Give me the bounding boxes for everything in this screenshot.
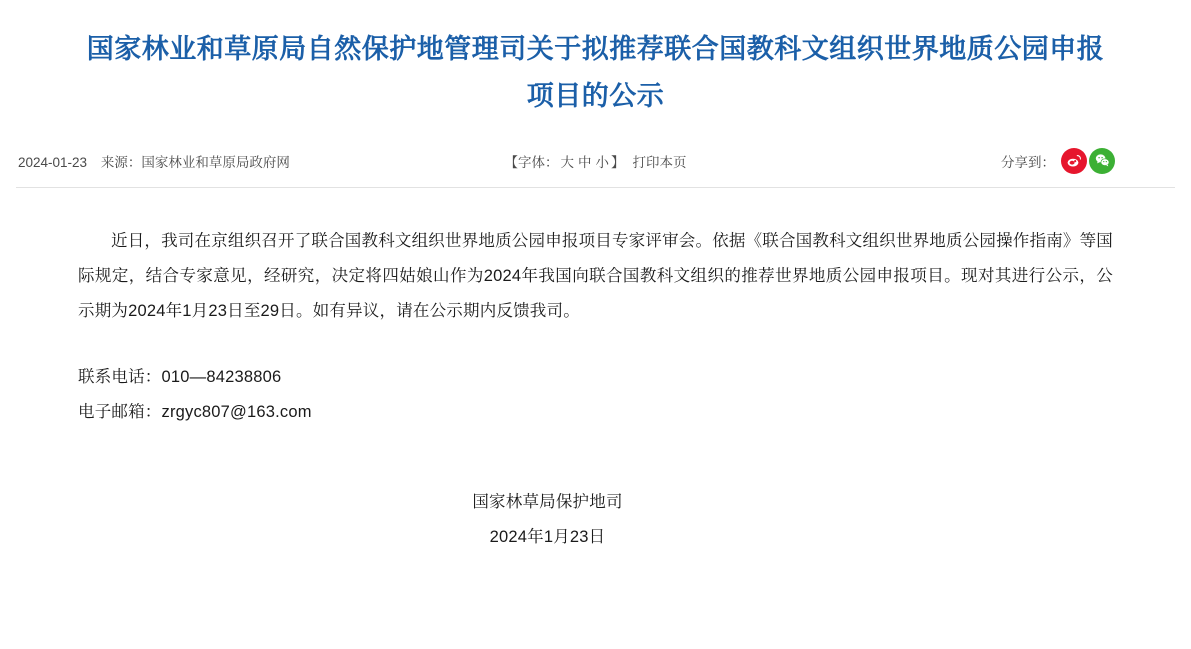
signature-organization: 国家林草局保护地司 [472,493,623,512]
contact-block [78,360,1113,429]
font-size-label-end: 】 [611,154,625,170]
font-size-and-print-group [505,151,687,171]
weibo-icon[interactable] [1061,148,1087,174]
publish-date: 2024-01-23 [18,154,88,170]
share-label: 分享到： [1001,154,1055,170]
wechat-icon[interactable] [1089,148,1115,174]
article-meta-bar [16,135,1175,188]
contact-phone: 联系电话：010—84238806 [78,367,282,386]
font-size-selector [505,151,625,171]
share-group [1001,148,1115,174]
contact-email: 电子邮箱：zrgyc807@163.com [78,402,312,421]
publish-source: 来源：国家林业和草原局政府网 [100,154,290,170]
signature-block [78,485,1113,554]
font-size-small[interactable]: 小 [595,154,609,170]
print-page-link[interactable]: 打印本页 [632,154,687,170]
font-size-large[interactable]: 大 [560,154,574,170]
font-size-medium[interactable]: 中 [578,154,592,170]
meta-source-group [16,151,290,171]
article-content [16,188,1175,555]
font-size-label: 【字体： [504,154,559,170]
share-icon-list [1061,148,1115,174]
signature-date: 2024年1月23日 [489,527,606,546]
page-title: 国家林业和草原局自然保护地管理司关于拟推荐联合国教科文组织世界地质公园申报项目的公示 [86,34,1105,112]
article-paragraph: 近日，我司在京组织召开了联合国教科文组织世界地质公园申报项目专家评审会。依据《联合国教科文组织世界地质公园操作指南》等国际规定，结合专家意见，经研究，决定将四姑娘山作为2024年我国向联合国教科文组织的推荐世界地质公园申报项目。现对其进行公示，公示期为2024年1月23日至29日。如有异议，请在公示期内反馈我司。 [78,231,1113,321]
